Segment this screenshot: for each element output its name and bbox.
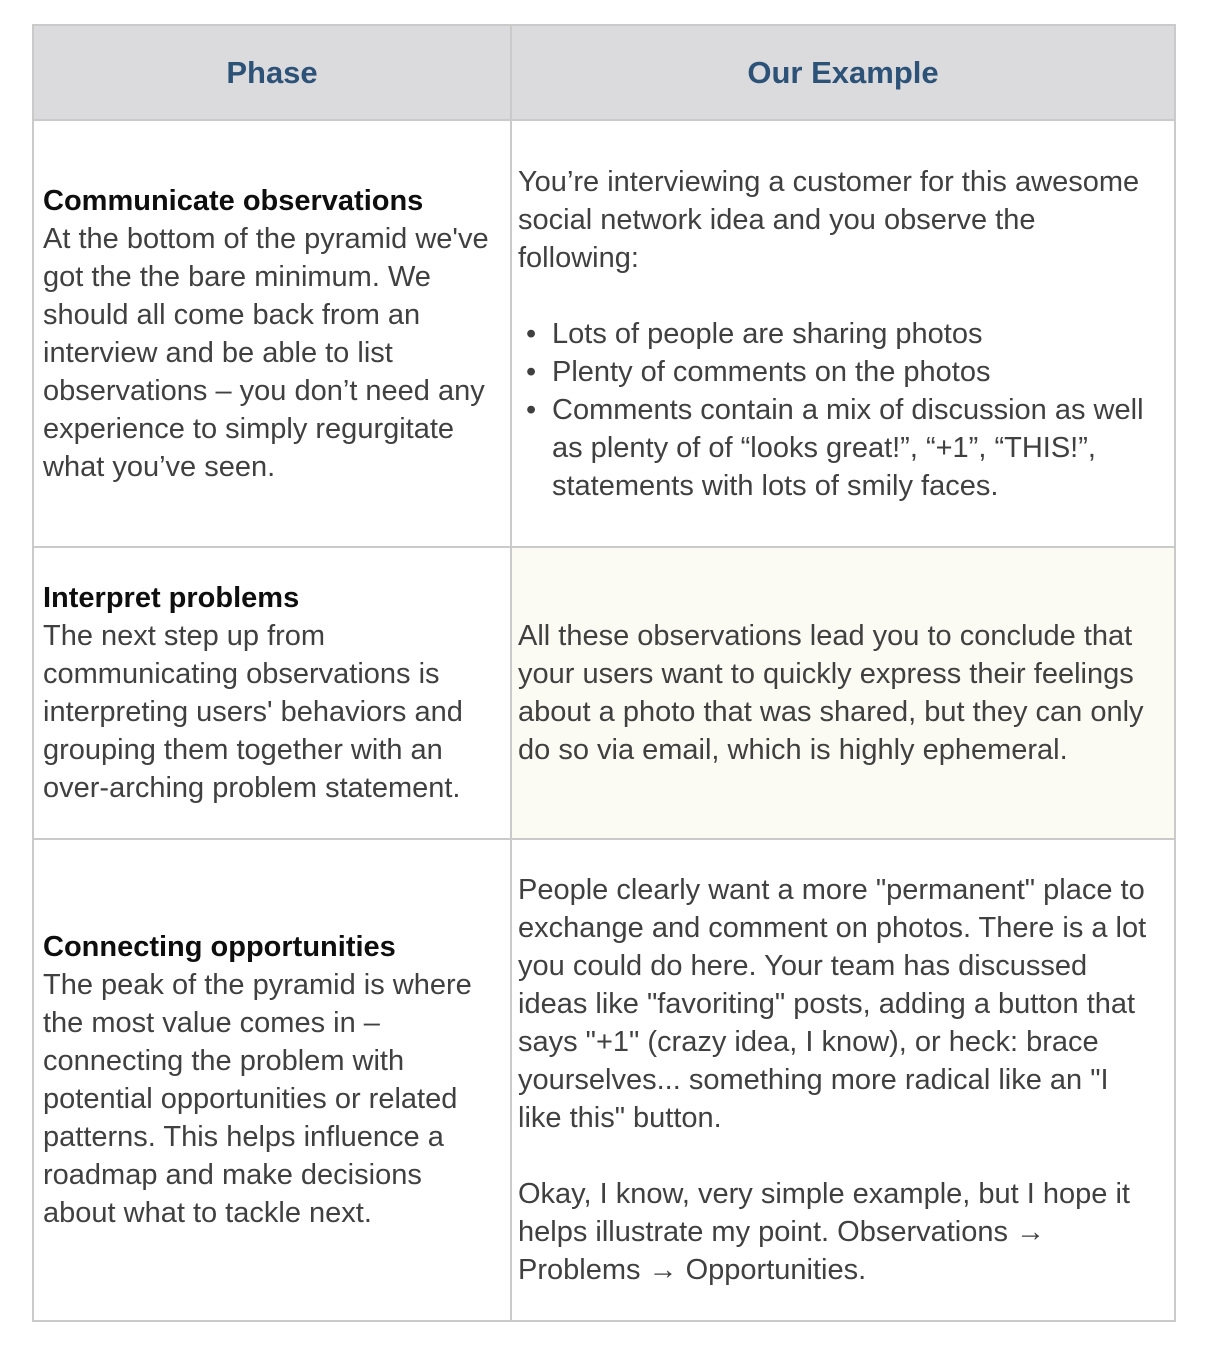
column-header-phase: Phase bbox=[33, 25, 511, 120]
example-paragraph: Okay, I know, very simple example, but I hope it helps illustrate my point. Observations → Problems → Opportunities. bbox=[518, 1178, 1130, 1286]
example-cell bbox=[511, 120, 1175, 547]
phase-title: Interpret problems bbox=[43, 582, 300, 614]
bullet-item: • Comments contain a mix of discussion as well as plenty of of “looks great!”, “+1”, “THIS!”, statements with lots of smily faces. bbox=[518, 391, 1160, 505]
phase-cell bbox=[33, 547, 511, 839]
example-cell bbox=[511, 839, 1175, 1321]
bullet-item: • Plenty of comments on the photos bbox=[518, 353, 1160, 391]
table-row bbox=[33, 120, 1175, 547]
bullet-item: • Lots of people are sharing photos bbox=[518, 315, 1160, 353]
phase-body: At the bottom of the pyramid we've got the the bare minimum. We should all come back from an interview and be able to list observations – you don’t need any experience to simply regurgitate what you’ve seen. bbox=[43, 222, 489, 483]
phase-title: Communicate observations bbox=[43, 184, 424, 217]
phase-cell bbox=[33, 120, 511, 547]
phase-body: The next step up from communicating observations is interpreting users' behaviors and grouping them together with an over-arching problem statement. bbox=[43, 620, 463, 804]
table-row bbox=[33, 839, 1175, 1321]
phase-title: Connecting opportunities bbox=[43, 931, 396, 963]
example-cell bbox=[511, 547, 1175, 839]
example-paragraph: People clearly want a more "permanent" place to exchange and comment on photos. There is a lot you could do here. Your team has discussed ideas like "favoriting" posts, adding a button that says "+1" (crazy idea, I know), or heck: brace yourselves... something more radical like an "I like this" button. bbox=[518, 874, 1147, 1134]
phase-example-table bbox=[32, 24, 1176, 1322]
phase-cell bbox=[33, 839, 511, 1321]
example-paragraph: All these observations lead you to conclude that your users want to quickly express their feelings about a photo that was shared, but they can only do so via email, which is highly ephemeral. bbox=[518, 620, 1144, 766]
table-row bbox=[33, 547, 1175, 839]
header-row bbox=[33, 25, 1175, 120]
column-header-example: Our Example bbox=[511, 25, 1175, 120]
example-intro: You’re interviewing a customer for this awesome social network idea and you observe the following: bbox=[518, 165, 1140, 274]
example-bullet-list bbox=[518, 315, 1160, 505]
phase-body: The peak of the pyramid is where the most value comes in – connecting the problem with potential opportunities or related patterns. This helps influence a roadmap and make decisions about what to tackle next. bbox=[43, 969, 472, 1229]
